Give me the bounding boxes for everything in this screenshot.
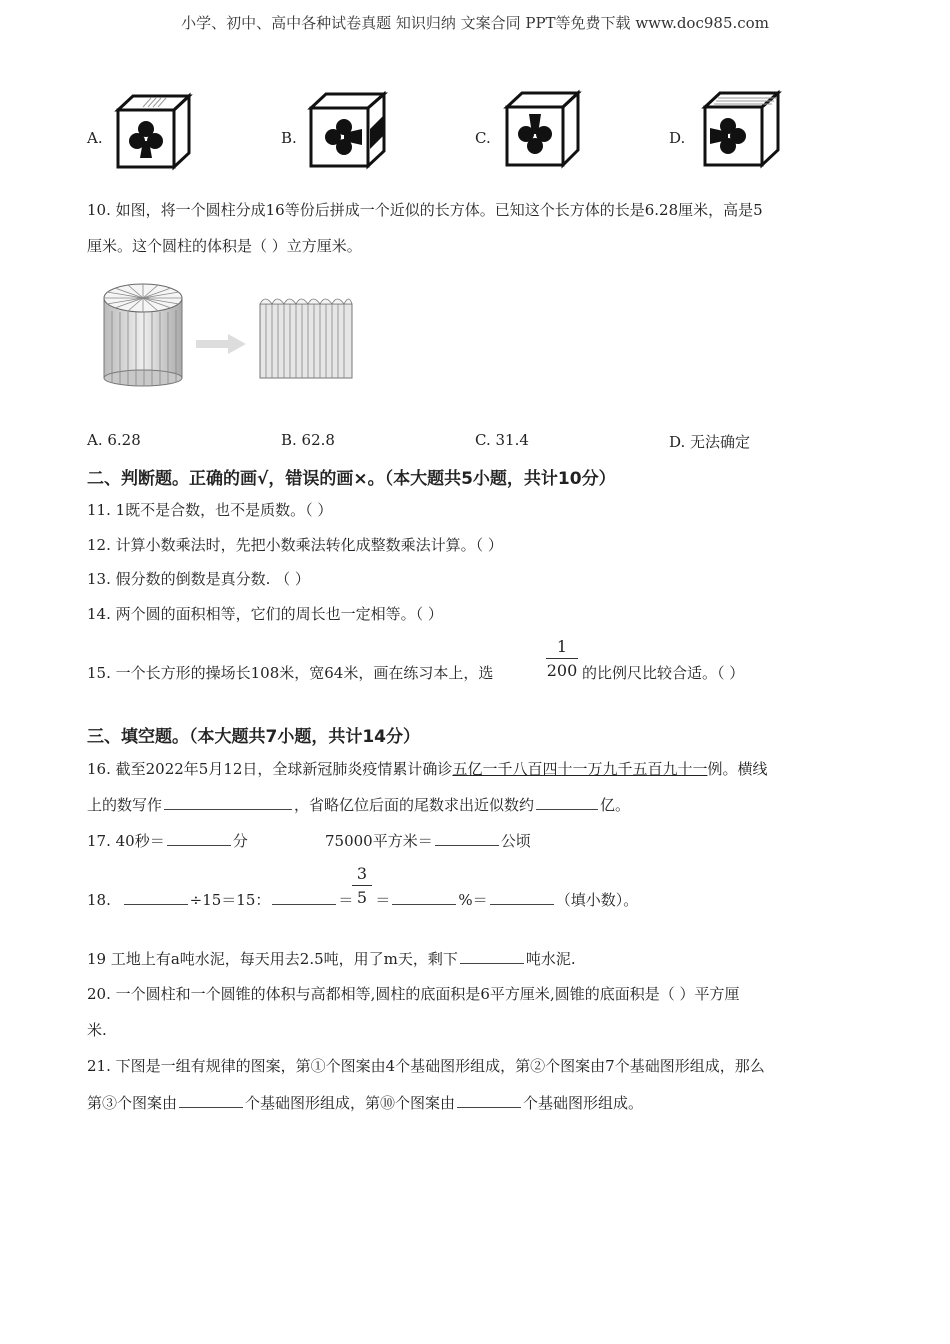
q18-equals-1: ＝ xyxy=(338,891,354,909)
q15-fraction xyxy=(546,637,578,680)
cube-d-figure xyxy=(702,92,780,168)
q16-line2-b: ，省略亿位后面的尾数求出近似数约 xyxy=(294,796,535,814)
q21-blank-2[interactable] xyxy=(457,1093,521,1108)
q10-option-b: B. 62.8 xyxy=(281,431,335,449)
section2-title: 二、判断题。正确的画√，错误的画×。（本大题共5小题，共计10分） xyxy=(87,469,616,489)
q21-line1: 21. 下图是一组有规律的图案，第①个图案由4个基础图形组成，第②个图案由7个基础图形组成，那么 xyxy=(87,1057,765,1075)
q21-blank-1[interactable] xyxy=(179,1093,243,1108)
q19-post: 吨水泥. xyxy=(525,950,576,968)
club-icon xyxy=(129,121,163,158)
q19-blank[interactable] xyxy=(460,949,524,964)
q18-blank-3[interactable] xyxy=(392,890,456,905)
q17-part-c: 75000平方米＝ xyxy=(325,832,433,850)
q16-post: 例。横线 xyxy=(707,760,768,778)
q18-blank-2[interactable] xyxy=(272,890,336,905)
cylinder-to-cuboid-figure xyxy=(100,278,370,388)
q18-blank-1[interactable] xyxy=(124,890,188,905)
q16-line2 xyxy=(87,795,630,815)
cube-b-figure xyxy=(308,93,386,169)
q17-line-right xyxy=(325,831,531,851)
q18-post: （填小数）。 xyxy=(555,891,639,909)
option-d-label: D. xyxy=(669,129,686,147)
q19-line xyxy=(87,949,576,969)
q10-option-a: A. 6.28 xyxy=(87,431,141,449)
q18-denominator: 5 xyxy=(356,888,368,907)
q16-line1 xyxy=(87,759,767,779)
option-b-label: B. xyxy=(281,129,297,147)
q16-line2-c: 亿。 xyxy=(600,796,631,814)
q10-line1: 10. 如图，将一个圆柱分成16等份后拼成一个近似的长方体。已知这个长方体的长是6.28厘米，高是5 xyxy=(87,201,763,219)
q10-option-c: C. 31.4 xyxy=(475,431,529,449)
q18-number: 18. xyxy=(87,891,111,909)
q15-denominator: 200 xyxy=(546,661,578,680)
q18-numerator: 3 xyxy=(356,864,368,883)
q15-text-post: 的比例尺比较合适。（ ） xyxy=(582,664,745,682)
club-icon xyxy=(325,119,362,155)
q10-option-d: D. 无法确定 xyxy=(669,433,751,451)
q16-pre: 16. 截至2022年5月12日，全球新冠肺炎疫情累计确诊 xyxy=(87,760,453,778)
q16-blank-2[interactable] xyxy=(536,795,598,810)
q10-line2: 厘米。这个圆柱的体积是（ ）立方厘米。 xyxy=(87,237,362,255)
q14-text: 14. 两个圆的面积相等，它们的周长也一定相等。（ ） xyxy=(87,605,443,623)
q11-text: 11. 1既不是合数，也不是质数。（ ） xyxy=(87,501,333,519)
cube-c-figure xyxy=(504,92,580,168)
option-c-label: C. xyxy=(475,129,491,147)
q18-blank-4[interactable] xyxy=(490,890,554,905)
q12-text: 12. 计算小数乘法时，先把小数乘法转化成整数乘法计算。（ ） xyxy=(87,536,503,554)
q17-blank-2[interactable] xyxy=(435,831,499,846)
q16-blank-1[interactable] xyxy=(164,795,292,810)
q21-line2 xyxy=(87,1093,643,1113)
q17-blank-1[interactable] xyxy=(167,831,231,846)
section3-title: 三、填空题。（本大题共7小题，共计14分） xyxy=(87,727,420,747)
q18-division: ÷15＝15： xyxy=(189,891,271,909)
q18-fraction xyxy=(352,864,372,907)
q20-line1: 20. 一个圆柱和一个圆锥的体积与高都相等,圆柱的底面积是6平方厘米,圆锥的底面积是（ ）平方厘 xyxy=(87,985,740,1003)
q18-equals-2: ＝ xyxy=(375,891,391,909)
q18-percent: %＝ xyxy=(458,891,488,909)
q19-pre: 19 工地上有a吨水泥，每天用去2.5吨，用了m天，剩下 xyxy=(87,950,458,968)
q21-line2-b: 个基础图形组成，第⑩个图案由 xyxy=(245,1094,456,1112)
q20-line2: 米. xyxy=(87,1021,107,1039)
option-a-label: A. xyxy=(87,129,103,147)
page-header: 小学、初中、高中各种试卷真题 知识归纳 文案合同 PPT等免费下载 www.doc985.com xyxy=(181,14,769,32)
q21-line2-a: 第③个图案由 xyxy=(87,1094,178,1112)
q15-text-pre: 15. 一个长方形的操场长108米，宽64米，画在练习本上，选 xyxy=(87,664,494,682)
club-icon xyxy=(710,118,746,154)
q16-underlined-number: 五亿一千八百四十一万九千五百九十一 xyxy=(452,760,708,778)
q17-part-b: 分 xyxy=(232,832,248,850)
q17-part-a: 17. 40秒＝ xyxy=(87,832,165,850)
q17-line xyxy=(87,831,248,851)
q17-part-d: 公顷 xyxy=(500,832,531,850)
cube-a-figure xyxy=(115,95,191,170)
q16-line2-a: 上的数写作 xyxy=(87,796,163,814)
q21-line2-c: 个基础图形组成。 xyxy=(523,1094,644,1112)
club-icon xyxy=(518,114,552,154)
q13-text: 13. 假分数的倒数是真分数. （ ） xyxy=(87,570,310,588)
q15-numerator: 1 xyxy=(556,637,568,656)
